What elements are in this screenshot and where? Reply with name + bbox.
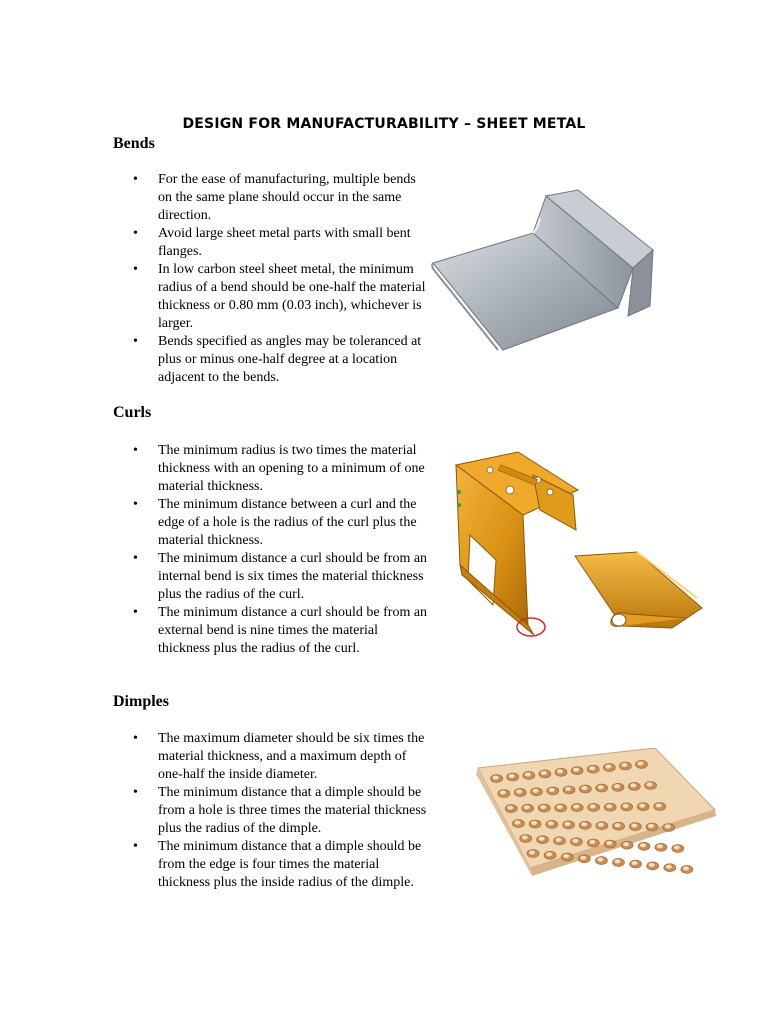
dimple-highlight [605,765,611,769]
dimple-highlight [683,866,689,870]
dimples-bullet-list [113,730,433,892]
dimple-highlight [573,768,579,772]
list-item: • The minimum distance a curl should be from an external bend is nine times the material thickness plus the radius of the curl. [113,604,433,658]
section-heading-bends: Bends [113,135,155,152]
dimple-highlight [649,863,655,867]
section-heading-curls: Curls [113,404,152,421]
dimple-highlight [589,840,595,844]
dimple-highlight [507,806,513,810]
dimple-highlight [666,865,672,869]
dimple-highlight [548,821,554,825]
dimple-highlight [614,784,620,788]
list-item: • In low carbon steel sheet metal, the minimum radius of a bend should be one-half the material thickness or 0.80 mm (0.03 inch), whichever is larger. [113,261,433,333]
list-item: • The minimum distance between a curl and the edge of a hole is the radius of the curl plus the material thickness. [113,496,433,550]
dimple-highlight [615,859,621,863]
dimple-highlight [514,821,520,825]
dimple-highlight [598,785,604,789]
dimple-highlight [581,786,587,790]
dimple-highlight [572,839,578,843]
dimple-highlight [563,854,569,858]
dimple-highlight [623,842,629,846]
dimple-highlight [606,804,612,808]
dimple-highlight [631,824,637,828]
bent-sheet-image [428,188,658,353]
dimple-highlight [597,858,603,862]
dimple-highlight [516,790,522,794]
dimple-highlight [640,843,646,847]
document-title: DESIGN FOR MANUFACTURABILITY – SHEET METAL [182,116,586,132]
dimple-highlight [540,805,546,809]
list-item: • The minimum distance a curl should be from an internal bend is six times the material thickness plus the radius of the curl. [113,550,433,604]
dimple-highlight [493,776,499,780]
dimpled-plate-image [440,748,718,883]
dimple-highlight [525,772,531,776]
dimple-highlight [674,846,680,850]
list-item: • Bends specified as angles may be toleranced at plus or minus one-half degree at a location adjacent to the bends. [113,333,433,387]
dimple-highlight [509,774,515,778]
list-item: • The minimum radius is two times the material thickness with an opening to a minimum of one material thickness. [113,442,433,496]
curled-bracket-image [438,450,583,642]
dimple-highlight [630,783,636,787]
dimple-highlight [606,841,612,845]
list-item: • Avoid large sheet metal parts with small bent flanges. [113,225,433,261]
dimple-highlight [565,787,571,791]
list-item: • The minimum distance that a dimple should be from the edge is four times the material thickness plus the inside radius of the dimple. [113,838,433,892]
dimple-highlight [557,769,563,773]
dimple-highlight [598,823,604,827]
curl-detail-image [567,548,705,632]
dimple-highlight [529,851,535,855]
dimple-highlight [621,763,627,767]
dimple-highlight [573,805,579,809]
list-item: • For the ease of manufacturing, multiple bends on the same plane should occur in the same direction. [113,171,433,225]
list-item: • The maximum diameter should be six times the material thickness, and a maximum depth of one-half the inside diameter. [113,730,433,784]
dimple-highlight [556,838,562,842]
dimple-highlight [657,844,663,848]
dimple-highlight [524,805,530,809]
dimple-highlight [648,824,654,828]
section-heading-dimples: Dimples [113,693,169,710]
dimple-highlight [539,837,545,841]
list-item: • The minimum distance that a dimple should be from a hole is three times the material thickness plus the radius of the dimple. [113,784,433,838]
dimple-highlight [665,825,671,829]
dimple-highlight [639,804,645,808]
dimple-highlight [581,822,587,826]
dimple-highlight [632,861,638,865]
dimple-highlight [522,836,528,840]
dimple-highlight [565,822,571,826]
dimple-highlight [500,791,506,795]
dimple-highlight [580,856,586,860]
dimple-highlight [656,804,662,808]
dimple-highlight [623,804,629,808]
dimple-highlight [638,761,644,765]
dimple-highlight [541,771,547,775]
dimple-highlight [590,804,596,808]
dimple-highlight [647,783,653,787]
dimple-highlight [531,821,537,825]
bends-bullet-list [113,171,433,387]
dimple-highlight [549,788,555,792]
dimple-highlight [589,766,595,770]
curls-bullet-list [113,442,433,658]
dimple-highlight [546,852,552,856]
dimple-highlight [557,805,563,809]
dimple-highlight [533,789,539,793]
dimple-highlight [615,823,621,827]
